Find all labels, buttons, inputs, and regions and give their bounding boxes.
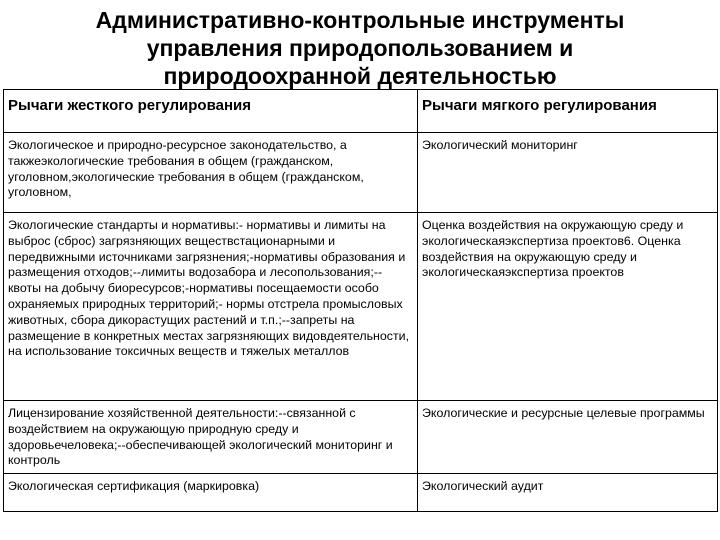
- cell-hard-licensing: Лицензирование хозяйственной деятельности:--связанной с воздействием на окружающую природную среду и здоровьечеловека;--обеспечивающей экологический мониторинг и контроль: [4, 401, 418, 474]
- cell-hard-certification: Экологическая сертификация (маркировка): [4, 474, 418, 512]
- cell-soft-impact-assessment: Оценка воздействия на окружающую среду и экологическаяэкспертиза проектов6. Оценка воздействия на окружающую среду и экологическаяэкспертиза проектов: [418, 213, 718, 401]
- table-row: [4, 474, 718, 512]
- cell-soft-programs: Экологические и ресурсные целевые программы: [418, 401, 718, 474]
- table-header-row: [4, 90, 718, 133]
- cell-hard-standards: Экологические стандарты и нормативы:- нормативы и лимиты на выброс (сброс) загрязняющих веществстационарными и передвижными источниками загрязнения;-нормативы образования и размещения отходов;--лимиты водозабора и лесопользования;--квоты на добычу биоресурсов;-нормативы посещаемости особо охраняемых природных территорий;- нормы отстрела промысловых животных, сбора дикорастущих растений и т.п.;--запреты на размещение в конкретных местах загрязняющих видовдеятельности, на использование токсичных веществ и тяжелых металлов: [4, 213, 418, 401]
- regulation-table: [3, 89, 718, 512]
- table-row: [4, 133, 718, 213]
- header-hard-regulation: Рычаги жесткого регулирования: [4, 90, 418, 133]
- cell-hard-legislation: Экологическое и природно-ресурсное законодательство, а такжеэкологические требования в общем (гражданском, уголовном,экологические требования в общем (гражданском, уголовном,: [4, 133, 418, 213]
- table-row: [4, 401, 718, 474]
- header-soft-regulation: Рычаги мягкого регулирования: [418, 90, 718, 133]
- table-row: [4, 213, 718, 401]
- slide-title: Административно-контрольные инструменты управления природопользованием и природоохранной деятельностью: [95, 7, 625, 89]
- cell-soft-audit: Экологический аудит: [418, 474, 718, 512]
- cell-soft-monitoring: Экологический мониторинг: [418, 133, 718, 213]
